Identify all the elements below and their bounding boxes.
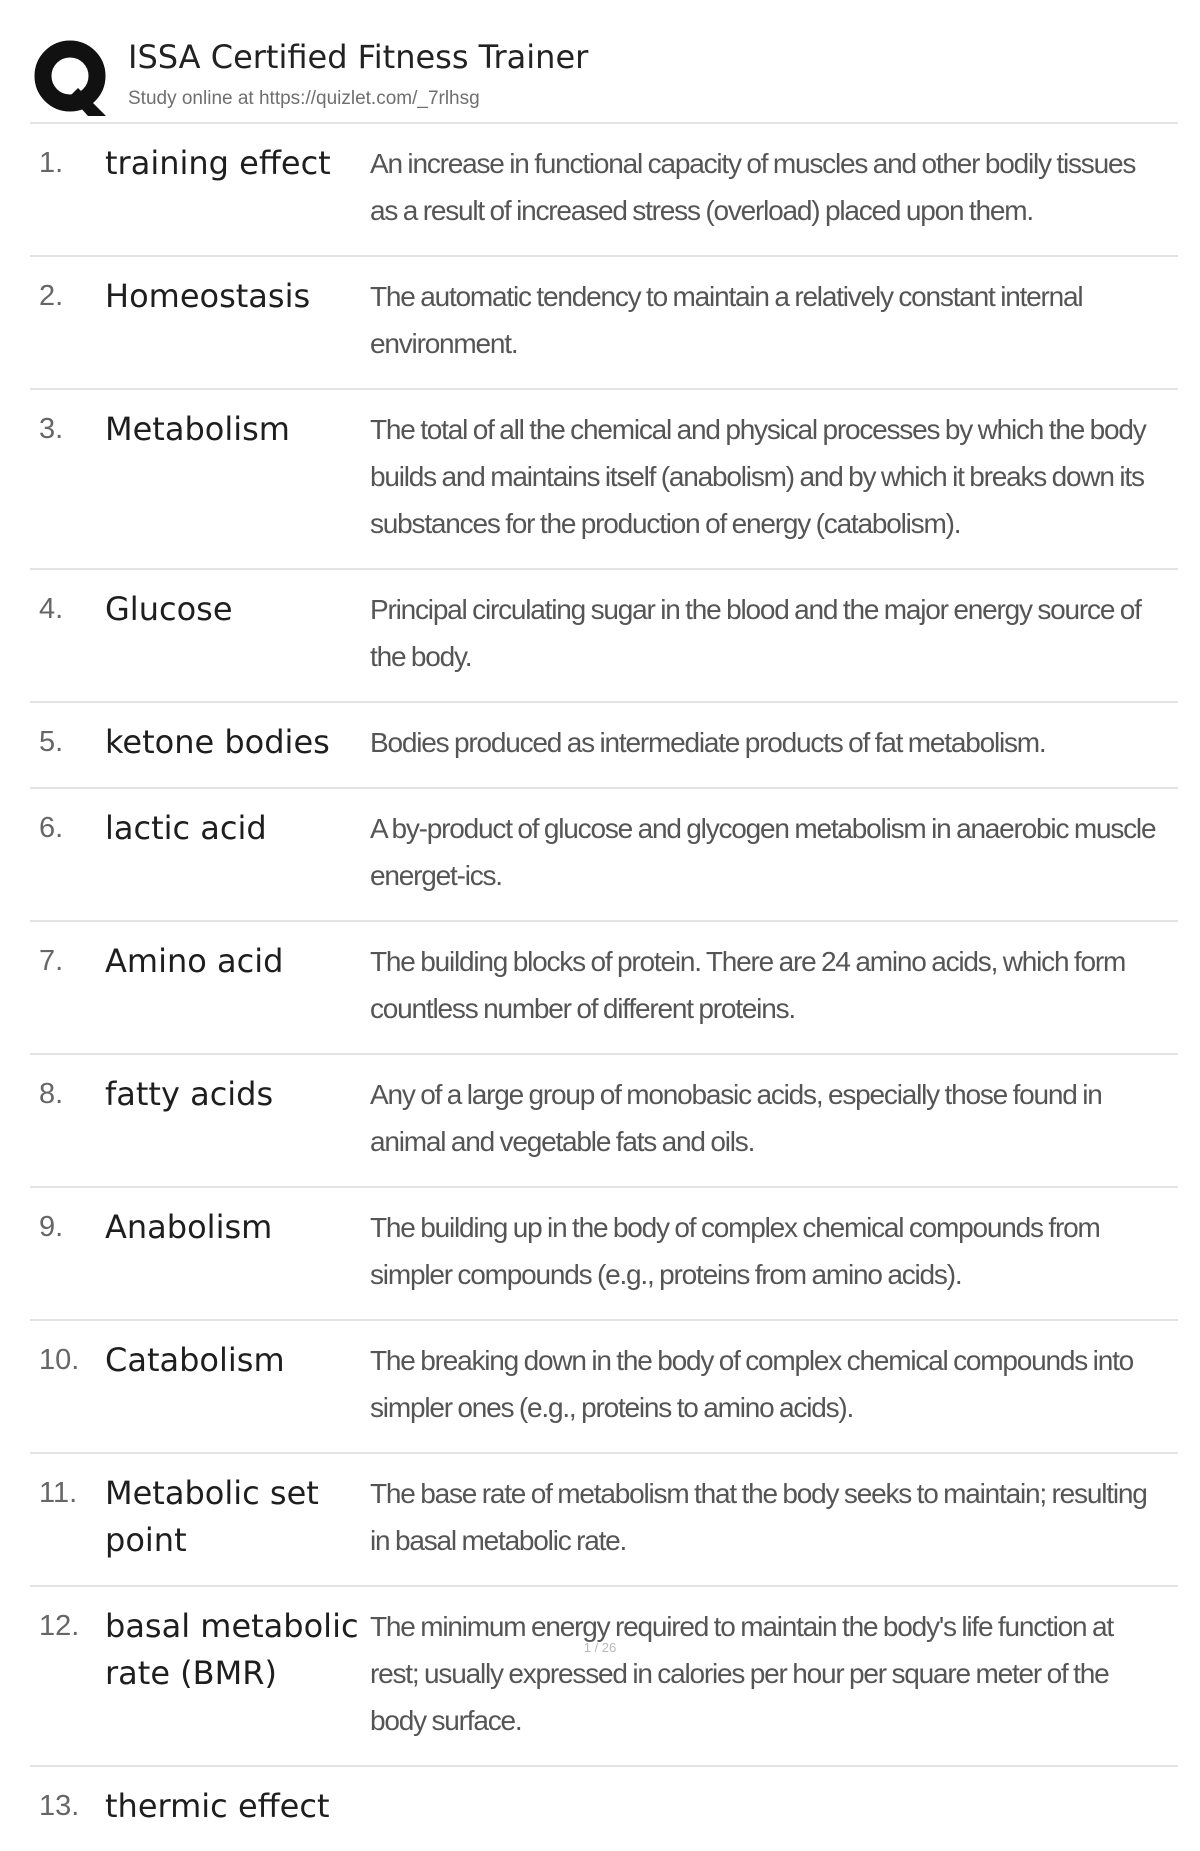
card-definition: Any of a large group of monobasic acids, especially those found in animal and vegetable fats and oils. (370, 1079, 1102, 1157)
card-definition: The building blocks of protein. There are 24 amino acids, which form countless number of different proteins. (370, 946, 1126, 1024)
study-online-link[interactable]: Study online at https://quizlet.com/_7rlhsg (128, 88, 480, 109)
card-number: 12. (39, 1610, 80, 1642)
flashcard-row (30, 1188, 1178, 1321)
card-number: 13. (39, 1790, 80, 1822)
flashcard-list (30, 122, 1178, 1851)
card-term: Catabolism (105, 1341, 285, 1379)
page-number: 1 / 26 (583, 1640, 617, 1655)
card-term: basal metabolic rate (BMR) (105, 1607, 359, 1692)
card-definition: The automatic tendency to maintain a relatively constant internal environment. (370, 281, 1083, 359)
card-number: 10. (39, 1344, 80, 1376)
card-term: Amino acid (105, 942, 284, 980)
card-number: 6. (39, 812, 64, 844)
card-number: 9. (39, 1211, 64, 1243)
card-term: Metabolism (105, 410, 290, 448)
quizlet-q-logo-icon (32, 38, 112, 118)
card-term: training effect (105, 144, 331, 182)
card-definition: Bodies produced as intermediate products of fat metabolism. (370, 727, 1046, 758)
card-definition: A by-product of glucose and glycogen metabolism in anaerobic muscle energet-ics. (370, 813, 1156, 891)
flashcard-row (30, 124, 1178, 257)
card-definition: The building up in the body of complex chemical compounds from simpler compounds (e.g., proteins from amino acids). (370, 1212, 1100, 1290)
card-definition: The total of all the chemical and physical processes by which the body builds and maintains itself (anabolism) and by which it breaks down its substances for the production of energy (catabolism). (370, 414, 1146, 539)
card-term: Homeostasis (105, 277, 311, 315)
flashcard-row (30, 1767, 1178, 1851)
card-number: 1. (39, 147, 64, 179)
flashcard-row (30, 703, 1178, 789)
page-header (32, 30, 1172, 122)
card-number: 11. (39, 1477, 78, 1509)
flashcard-row (30, 922, 1178, 1055)
set-title: ISSA Certified Fitness Trainer (128, 38, 589, 76)
card-definition: Principal circulating sugar in the blood and the major energy source of the body. (370, 594, 1141, 672)
card-term: Metabolic set point (105, 1474, 319, 1559)
card-term: Anabolism (105, 1208, 273, 1246)
card-definition: The minimum energy required to maintain the body's life function at rest; usually expressed in calories per hour per square meter of the body surface. (370, 1611, 1113, 1736)
card-definition: An increase in functional capacity of muscles and other bodily tissues as a result of increased stress (overload) placed upon them. (370, 148, 1136, 226)
card-term: thermic effect (105, 1787, 330, 1825)
flashcard-row (30, 570, 1178, 703)
card-definition: The base rate of metabolism that the body seeks to maintain; resulting in basal metabolic rate. (370, 1478, 1147, 1556)
card-number: 7. (39, 945, 64, 977)
flashcard-row (30, 390, 1178, 570)
flashcard-row (30, 257, 1178, 390)
card-number: 8. (39, 1078, 64, 1110)
flashcard-row (30, 1587, 1178, 1767)
card-number: 2. (39, 280, 64, 312)
flashcard-row (30, 1321, 1178, 1454)
card-number: 3. (39, 413, 64, 445)
card-number: 5. (39, 726, 64, 758)
card-definition (370, 1783, 1178, 1830)
card-term: fatty acids (105, 1075, 274, 1113)
flashcard-row (30, 1055, 1178, 1188)
card-definition: The breaking down in the body of complex chemical compounds into simpler ones (e.g., proteins to amino acids). (370, 1345, 1134, 1423)
card-term: Glucose (105, 590, 233, 628)
card-number: 4. (39, 593, 64, 625)
flashcard-row (30, 1454, 1178, 1587)
flashcard-row (30, 789, 1178, 922)
card-term: ketone bodies (105, 723, 330, 761)
card-term: lactic acid (105, 809, 267, 847)
